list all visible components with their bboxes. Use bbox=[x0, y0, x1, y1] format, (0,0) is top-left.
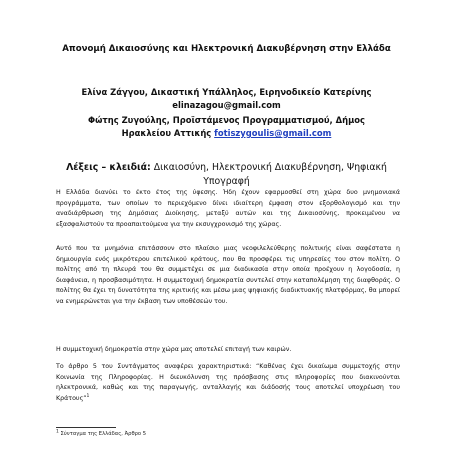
author-2-affiliation-cont bbox=[40, 127, 413, 140]
footnote-text: Σύνταγμα της Ελλάδας, Άρθρο 5 bbox=[60, 431, 147, 437]
document-title: Απονομή Δικαιοσύνης και Ηλεκτρονική Διακυβέρνηση στην Ελλάδα bbox=[62, 44, 391, 54]
footnote-divider bbox=[56, 427, 116, 428]
paragraph-4-text: Το άρθρο 5 του Συντάγματος αναφέρει χαρακτηριστικά: “Καθένας έχει δικαίωμα συμμετοχής στην Κοινωνία της Πληροφορίας. Η διευκόλυνση της πρόσβασης στις πληροφορίες που διακινούνται ηλεκτρονικά, καθώς και της παραγωγής, ανταλλαγής και διάδοσής τους αποτελεί υποχρέωση του Κράτους” bbox=[56, 363, 400, 402]
footnote-reference: 1 bbox=[86, 393, 90, 399]
author-block-2 bbox=[40, 114, 413, 140]
author-block-1 bbox=[40, 86, 413, 112]
author-2-location: Ηρακλείου Αττικής bbox=[121, 128, 215, 138]
paragraph-1: Η Ελλάδα διανύει το έκτο έτος της ύφεσης. Ήδη έχουν εφαρμοσθεί στη χώρα δυο μνημονιακά προγράμματα, των οποίων το περιεχόμενο δίνει ιδιαίτερη έμφαση στον εξορθολογισμό και την αναδιάρθρωση της Δημόσιας Διοίκησης, μεταξύ αυτών και της Δικαιοσύνης, προκειμένου να εξασφαλιστούν τα προαπαιτούμενα για την εκσυγχρονισμό της χώρας. bbox=[56, 189, 400, 228]
paragraph-2: Αυτό που τα μνημόνια επιτάσσουν στο πλαίσιο μιας νεοφιλελεύθερης πολιτικής είναι σαφέστατα η δημιουργία ενός μικρότερου επιτελικού κράτους, που θα προσφέρει τις υπηρεσίες του στον πολίτη. Ο πολίτης από τη πλευρά του θα συμμετέχει σε μια διαδικασία στην οποία προέχουν η λογοδοσία, η διαφάνεια, η προσβασιμότητα. Η συμμετοχική δημοκρατία συντελεί στην καταπολέμηση της διαφθοράς. Ο πολίτης θα έχει τη δυνατότητα της κριτικής και μέσω μιας ψηφιακής διαδικτυακής πλατφόρμας, θα μπορεί να ενημερώνεται για την έκβαση των υποθέσεών του. bbox=[56, 245, 400, 305]
footnote bbox=[56, 430, 146, 438]
footnote-mark: 1 bbox=[56, 429, 59, 435]
keywords-block bbox=[48, 161, 405, 189]
keywords-text: Δικαιοσύνη, Ηλεκτρονική Διακυβέρνηση, Ψηφιακή Υπογραφή bbox=[153, 162, 387, 187]
author-1-email: elinazagou@gmail.com bbox=[172, 100, 281, 110]
author-2-email-link[interactable]: fotiszygoulis@gmail.com bbox=[214, 128, 332, 138]
author-2-affiliation: Φώτης Ζυγούλης, Προϊστάμενος Προγραμματισμού, Δήμος bbox=[88, 115, 365, 125]
author-1-affiliation: Ελίνα Ζάγγου, Δικαστική Υπάλληλος, Ειρηνοδικείο Κατερίνης bbox=[81, 87, 372, 97]
keywords-label: Λέξεις – κλειδιά: bbox=[66, 162, 151, 173]
paragraph-3: Η συμμετοχική δημοκρατία στην χώρα μας αποτελεί επιταγή των καιρών. bbox=[56, 346, 292, 353]
paragraph-4 bbox=[56, 362, 400, 404]
